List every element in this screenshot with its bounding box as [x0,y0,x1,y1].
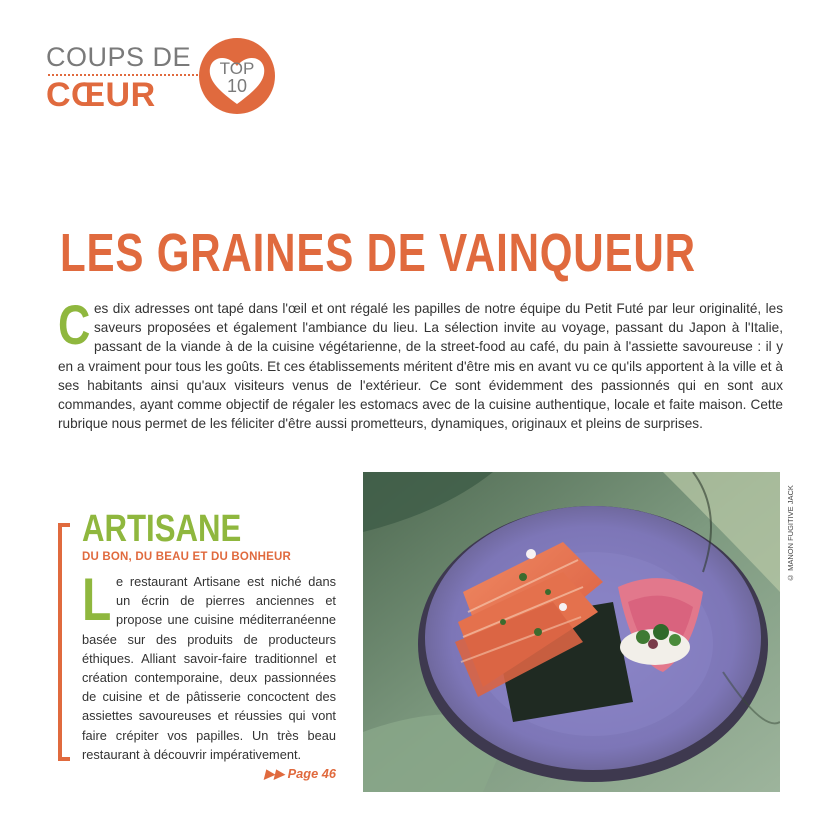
dish-photo [363,472,780,792]
section-title: ARTISANE [82,508,242,550]
page-reference-link[interactable]: ▶▶ Page 46 [264,766,336,782]
section-subtitle: DU BON, DU BEAU ET DU BONHEUR [82,551,291,563]
logo-line1: COUPS DE [46,42,192,72]
heart-icon [196,36,278,116]
section-dropcap: L [82,566,112,633]
logo-line2: CŒUR [46,76,156,114]
photo-credit: © MANON FUGITIVE JACK [786,485,795,582]
intro-text: es dix adresses ont tapé dans l'œil et ont régalé les papilles de notre équipe du Petit Futé par leur originalité, les saveurs proposées et également l'ambiance du lieu. La sélection invite au voyage, passant du Japon à l'Italie, passant de la viande à de la cuisine végétarienne, de la street-food au café, du pain à l'assiette savoureuse : il y en a vraiment pour tous les goûts. Et ces établissements méritent d'être mis en avant vu ce qu'ils apportent à la ville et à ses habitants ainsi qu'aux visiteurs venus de l'extérieur. Ce sont évidemment des passionnés qui en sont aux commandes, ayant comme objectif de régaler les estomacs avec de la cuisine authentique, locale et faite maison. Cette rubrique nous permet de les féliciter d'être aussi prometteurs, dynamiques, originaux et pleins de surprises. [58,301,783,432]
section-body [82,566,336,783]
section-bracket [58,523,70,761]
intro-paragraph [58,293,783,433]
page-title: LES GRAINES DE VAINQUEUR [60,223,696,283]
intro-dropcap: C [58,293,91,356]
logo-badge-number: 10 [226,76,248,96]
section-text: e restaurant Artisane est niché dans un écrin de pierres anciennes et propose une cuisine méditerranéenne basée sur des produits de producteurs éthiques. Alliant savoir-faire traditionnel et création contemporaine, deux passionnées de cuisine et de pâtisserie concoctent des assiettes savoureuses et réussies qui vont faire crépiter vos papilles. Un très beau restaurant à découvrir impérativement. [82,574,336,762]
coups-de-coeur-logo [46,36,286,116]
logo-badge-top: TOP [219,59,255,78]
